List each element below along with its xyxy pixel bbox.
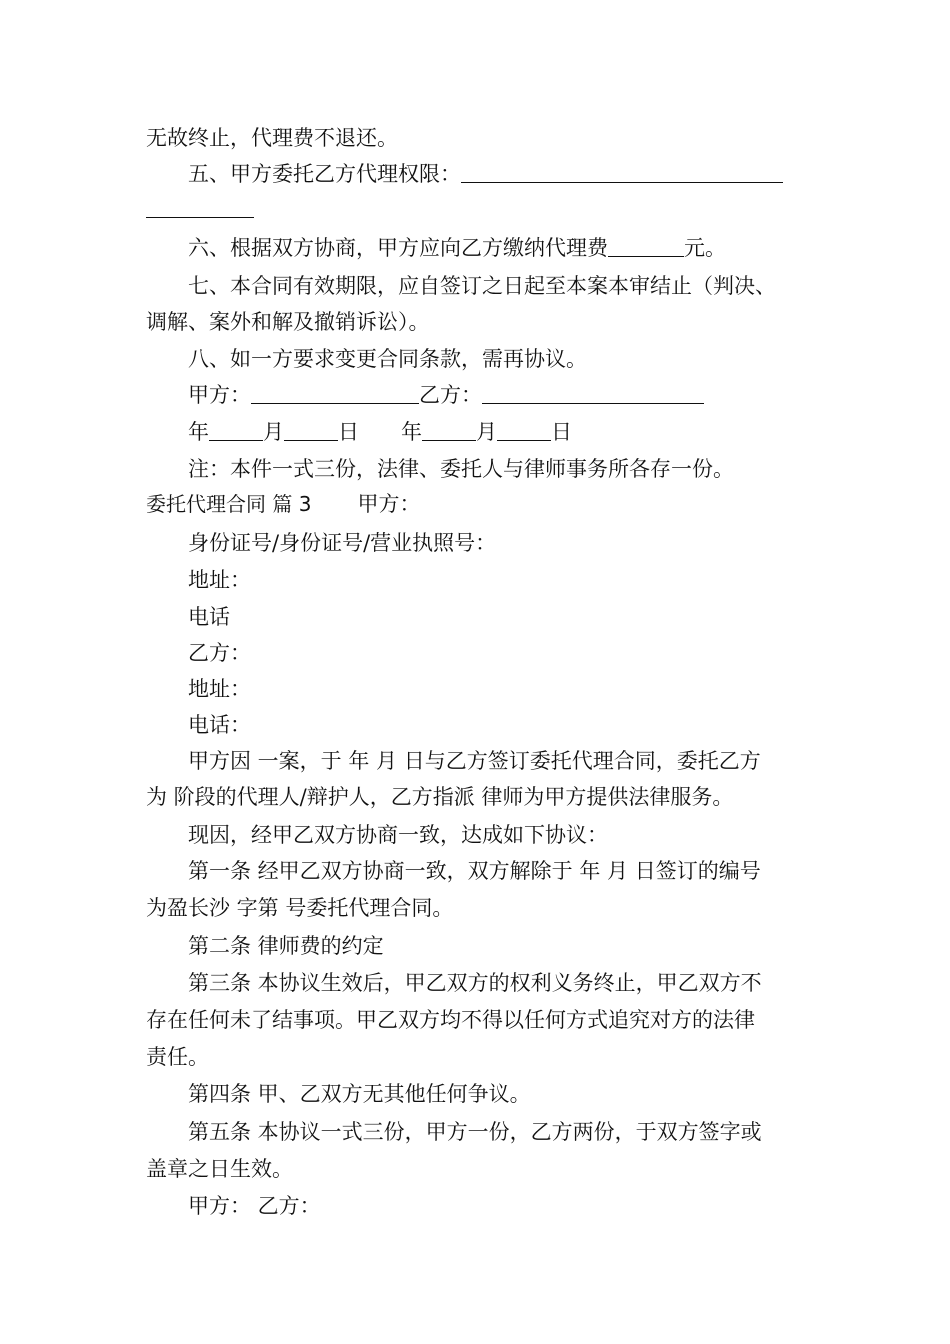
article-2: 第二条 律师费的约定 [188, 934, 384, 958]
party-a-label: 甲方： [188, 383, 251, 407]
signature-line [188, 381, 704, 409]
article-3-continuation: 存在任何未了结事项。甲乙双方均不得以任何方式追究对方的法律 [146, 1008, 755, 1032]
clause-6-unit: 元。 [684, 236, 726, 260]
month-label: 月 [263, 420, 284, 444]
article-1: 第一条 经甲乙双方协商一致，双方解除于 年 月 日签订的编号 [188, 859, 761, 883]
clause-7: 七、本合同有效期限，应自签订之日起至本案本审结止（判决、 [188, 274, 776, 298]
clause-8: 八、如一方要求变更合同条款，需再协议。 [188, 347, 587, 371]
address-line: 地址： [188, 677, 251, 701]
blank-line [497, 418, 551, 441]
section-title: 委托代理合同 篇 3 [146, 492, 312, 516]
day-label: 日 [338, 420, 359, 444]
year-label: 年 [188, 420, 209, 444]
blank-line [284, 418, 338, 441]
blank-line [209, 418, 263, 441]
article-5: 第五条 本协议一式三份，甲方一份，乙方两份，于双方签字或 [188, 1120, 762, 1144]
party-a-label: 甲方： [357, 492, 421, 516]
blank-line [482, 381, 704, 404]
clause-5-continuation [146, 195, 254, 223]
paragraph-line: 甲方因 一案，于 年 月 日与乙方签订委托代理合同，委托乙方 [188, 749, 761, 773]
article-3: 第三条 本协议生效后，甲乙双方的权利义务终止，甲乙双方不 [188, 971, 762, 995]
section-heading [146, 490, 420, 518]
clause-5-text: 五、甲方委托乙方代理权限： [188, 162, 461, 186]
blank-line [251, 381, 419, 404]
id-number-line: 身份证号/身份证号/营业执照号： [188, 531, 497, 555]
year-label: 年 [401, 420, 422, 444]
clause-6-text: 六、根据双方协商，甲方应向乙方缴纳代理费 [188, 236, 608, 260]
note-line: 注：本件一式三份，法律、委托人与律师事务所各存一份。 [188, 457, 734, 481]
clause-6 [188, 234, 726, 262]
day-label: 日 [551, 420, 572, 444]
article-4: 第四条 甲、乙双方无其他任何争议。 [188, 1082, 531, 1106]
month-label: 月 [476, 420, 497, 444]
blank-line [608, 234, 684, 257]
party-b-label: 乙方： [419, 383, 482, 407]
clause-5 [188, 160, 783, 188]
clause-7-continuation: 调解、案外和解及撤销诉讼）。 [146, 310, 430, 334]
article-3-continuation: 责任。 [146, 1045, 209, 1069]
paragraph-line: 为 阶段的代理人/辩护人，乙方指派 律师为甲方提供法律服务。 [146, 785, 734, 809]
article-1-continuation: 为盈长沙 字第 号委托代理合同。 [146, 896, 454, 920]
party-b-line: 乙方： [188, 641, 251, 665]
paragraph-line: 现因，经甲乙双方协商一致，达成如下协议： [188, 823, 608, 847]
blank-line [422, 418, 476, 441]
date-line [188, 418, 572, 446]
address-line: 地址： [188, 568, 251, 592]
signature-line: 甲方： 乙方： [188, 1194, 321, 1218]
phone-line: 电话 [188, 605, 230, 629]
phone-line: 电话： [188, 713, 251, 737]
blank-line [461, 160, 783, 183]
blank-line [146, 195, 254, 218]
text-line: 无故终止，代理费不退还。 [146, 126, 398, 150]
article-5-continuation: 盖章之日生效。 [146, 1157, 293, 1181]
